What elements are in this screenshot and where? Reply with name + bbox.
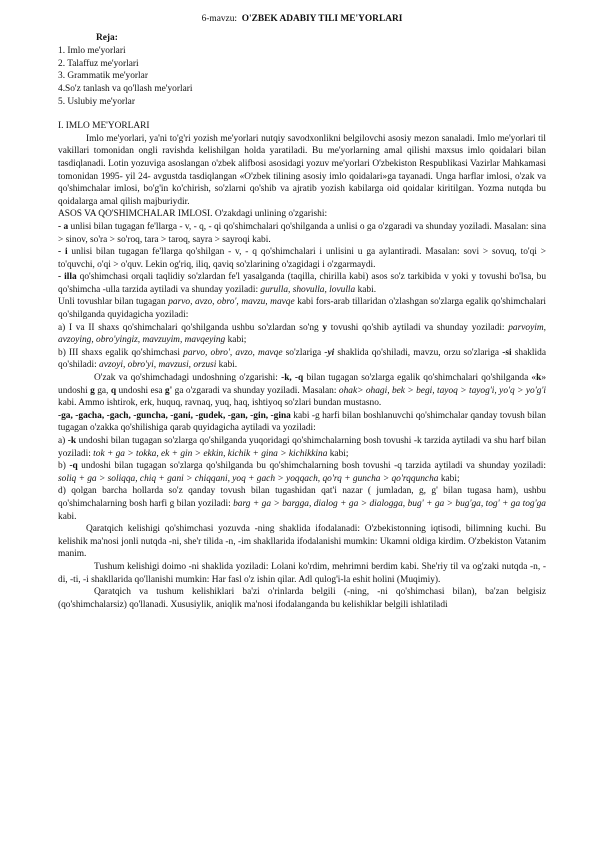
accusative-paragraph: Tushum kelishigi doimo -ni shaklida yoziladi: Lolani ko'rdim, mehrimni berdim kabi. She'riy til va og'zaki nutqda -n, -di, -ti, -i shakllarida qo'llanishi mumkin: Har fasl o'z ishin qilar. Adl qulog'i-la eshit holini (Muqimiy). [58, 561, 546, 585]
letter-q: q [110, 385, 117, 396]
rule-text: b) [58, 461, 70, 472]
rule-text: kabi. Ammo ishtirok, erk, huquq, ravnaq, yuq, haq, ishtiyoq so'zlari bundan mustasno. [58, 398, 382, 409]
arabic-b-paragraph [58, 347, 546, 372]
rule-text: undoshi esa [116, 385, 165, 396]
rule-text: unlisi bilan tugagan fe'llarga - v, - q, - qi qo'shimchalari qo'shilganda a unlisi o ga o'zgaradi va shunday yoziladi. Masalan: sina > sinov, so'ra > so'roq, tara > taroq, sayra > sayroqi kabi. [58, 221, 546, 245]
rule-text: kabi; [438, 473, 460, 484]
rule-text: O'zak va qo'shimchadagi undoshning o'zgarishi: [94, 373, 282, 384]
plan-item: 2. Talaffuz me'yorlari [58, 58, 139, 69]
rule-text: undoshi bilan tugagan so'zlarga qo'shilganda bu qo'shimchalarning bosh tovushi -q tarzida aytiladi va shunday yoziladi: [77, 461, 547, 472]
rule-text: kabi -g harfi bilan boshlanuvchi qo'shimchalar qanday tovush bilan tugagan o'zakka qo'shilishiga qarab quyidagicha aytiladi va yoziladi: [58, 410, 546, 434]
example-words: barg + ga > bargga, dialog + ga > dialogga, bug' + ga > bug'ga, tog' + ga tog'ga [233, 498, 546, 509]
spacer [58, 108, 546, 120]
suffix: -k [67, 436, 77, 446]
rule-text: shaklida qo'shiladi, mavzu, orzu so'zlariga [334, 347, 503, 358]
rule-text: kabi. [355, 284, 377, 295]
rule-text: so'zlariga [282, 347, 325, 358]
plan-item: 3. Grammatik me'yorlar [58, 71, 148, 82]
rule-text: kabi; [327, 448, 349, 459]
ga-b-paragraph [58, 460, 546, 485]
example-words: tok + ga > tokka, ek + gin > ekkin, kichik + gina > kichikkina [93, 448, 328, 459]
suffix: -q [69, 461, 78, 472]
rule-text: ga o'zgaradi va shunday yoziladi. Masalan: [172, 385, 339, 396]
plan-item: 1. Imlo me'yorlari [58, 46, 126, 57]
suffix: -si [502, 347, 512, 358]
letter-k: k [536, 373, 542, 384]
letter-y: y [322, 322, 328, 333]
letter-g: g [90, 385, 95, 396]
rule-text: a) [58, 436, 68, 446]
example-words: gurulla, shovulla, lovulla [260, 284, 356, 295]
rule-marker: - illa [58, 272, 77, 283]
example-words: soliq + ga > soliqqa, chiq + gani > chiqqani, yoq + gach > yoqqach, qo'rq + guncha > qo'rqquncha [58, 473, 439, 484]
ga-a-paragraph [58, 435, 546, 460]
rule-text: Unli tovushlar bilan tugagan [58, 297, 169, 308]
arabic-a-paragraph [58, 322, 546, 347]
example-words: parvoyim, avzoying, obro'yingiz, mavzuyim, mavqeying [58, 322, 546, 346]
rule-illa-paragraph [58, 271, 546, 296]
example-words: parvo, obro', avzo, mavqe [183, 347, 283, 358]
rule-text: unlisi bilan tugagan fe'llarga qo'shilgan - v, - q qo'shimchalari i unlisini u ga aylantiradi. Masalan: sovi > sovuq, to'qi > to'quvchi, o'qi > o'quv. Lekin og'riq, iliq, qaviq so'zlarining o'zagidagi i o'zgarmaydi. [58, 247, 546, 270]
rule-text: undoshi bilan tugagan so'zlarga qo'shilganda yuqoridagi qo'shimchalarning bosh tovushi -k tarzida aytiladi va shu harf bilan yoziladi: [58, 436, 546, 459]
rule-text: shaklida qo'shiladi: [58, 347, 546, 371]
page-title [58, 13, 546, 26]
rule-text: kabi. [58, 511, 77, 522]
rule-marker: - i [58, 247, 68, 258]
rule-text: kabi. [216, 360, 238, 371]
rule-text: kabi; [225, 335, 247, 346]
rule-marker: - a [58, 221, 69, 232]
plan-item: 4.So'z tanlash va qo'llash me'yorlari [58, 83, 193, 94]
example-words: ohak> ohagi, bek > begi, tayoq > tayog'i, yo'q > yo'g'i [338, 385, 546, 396]
example-words: parvo, avzo, obro', mavzu, mavqe [168, 297, 295, 308]
rule-a-paragraph [58, 221, 546, 246]
letter-gh: g' [164, 385, 173, 396]
topic-number: 6-mavzu: [201, 14, 237, 24]
plan-item: 5. Uslubiy me'yorlar [58, 96, 135, 107]
arabic-intro-paragraph [58, 296, 546, 321]
plan-heading: Reja: [96, 32, 118, 43]
rule-text: ga, [94, 385, 111, 396]
suffix-list: -ga, -gacha, -gach, -guncha, -gani, -gudek, -gan, -gin, -gina [58, 410, 291, 421]
example-words: avzoyi, obro'yi, mavzusi, orzusi [99, 360, 217, 371]
plan-list [58, 45, 546, 108]
kq-rule-paragraph [58, 372, 546, 410]
intro-paragraph: Imlo me'yorlari, ya'ni to'g'ri yozish me'yorlari nutqiy savodxonlikni belgilovchi asosiy mezon sanaladi. Imlo me'yorlari til vakillari tomonidan ongli ravishda kelishilgan holda yaratiladi. Bu me'yorlarning amal qilishi maxsus imlo qoidalari bilan tasdiqlanadi. Lotin yozuviga asoslangan o'zbek alifbosi asosidagi yozuv me'yorlari O'zbekiston Respublikasi Vazirlar Mahkamasi tomonidan 1995- yil 24- avgustda tasdiqlangan «O'zbek tilining asosiy imlo qoidalari»ga tayanadi. Unga harflar imlosi, o'zak va qo'shimchalar imlosi, bo'g'in ko'chirish, so'zlarni qo'shib va ajratib yozish kabilarga oid qoidalar kiritilgan. Yozma nutqda bu qoidalarga amal qilish majburiydir. [58, 133, 546, 207]
rule-text: qo'shimchasi orqali taqlidiy so'zlardan fe'l yasalganda (taqilla, chirilla kabi) asos so'z tarkibida v yoki y tovushi bo'lsa, bu qo'shimcha -ulla tarzida aytiladi va shunday yoziladi: [58, 272, 547, 295]
rule-text: tovushi qo'shib aytiladi va shunday yoziladi: [327, 322, 509, 333]
rule-text: bilan tugagan so'zlarga egalik qo'shimchalari qo'shilganda « [303, 373, 537, 384]
rule-text: kabi fors-arab tillaridan o'zlashgan so'zlarga egalik qo'shimchalari qo'shilganda quyidagicha yoziladi: [58, 297, 546, 321]
rule-i-paragraph [58, 246, 546, 271]
rule-text: d) qolgan barcha hollarda so'z qanday tovush bilan tugashidan qat'i nazar ( jumladan, g, g' bilan tugasa ham), ushbu qo'shimchalarning bosh harfi g bilan yoziladi: [58, 486, 546, 509]
ga-rule-paragraph [58, 410, 546, 435]
rule-text: » undoshi [58, 373, 547, 396]
closing-paragraph: Qaratqich va tushum kelishiklari ba'zi o'rinlarda belgili (-ning, -ni qo'shimchasi bilan), ba'zan belgisiz (qo'shimchalarsiz) qo'llanadi. Xususiylik, aniqlik ma'nosi ifodalanganda bu kelishiklar belgili ishlatiladi [58, 587, 546, 610]
topic-title: O'ZBEK ADABIY TILI ME'YORLARI [241, 14, 403, 24]
ga-d-paragraph [58, 485, 546, 523]
subheading: ASOS VA QO'SHIMCHALAR IMLOSI. O'zakdagi unlining o'zgarishi: [58, 209, 328, 220]
section-heading: I. IMLO ME'YORLARI [58, 121, 150, 132]
suffix: -yi [324, 347, 335, 358]
genitive-paragraph: Qaratqich kelishigi qo'shimchasi yozuvda -ning shaklida ifodalanadi: O'zbekistonning iqtisodi, bilimning kuchi. Bu kelishik ma'nosi jonli nutqda -ni, she'r tilida -n, -im shakllarida ifodalanishi mumkin: Ukamni oldiga kirdim. O'zbekiston Vatanim manim. [58, 524, 546, 560]
rule-text: b) III shaxs egalik qo'shimchasi [58, 347, 184, 358]
suffix: -k, -q [281, 373, 304, 384]
rule-text: a) I va II shaxs qo'shimchalari qo'shilganda ushbu so'zlardan so'ng [58, 322, 323, 333]
